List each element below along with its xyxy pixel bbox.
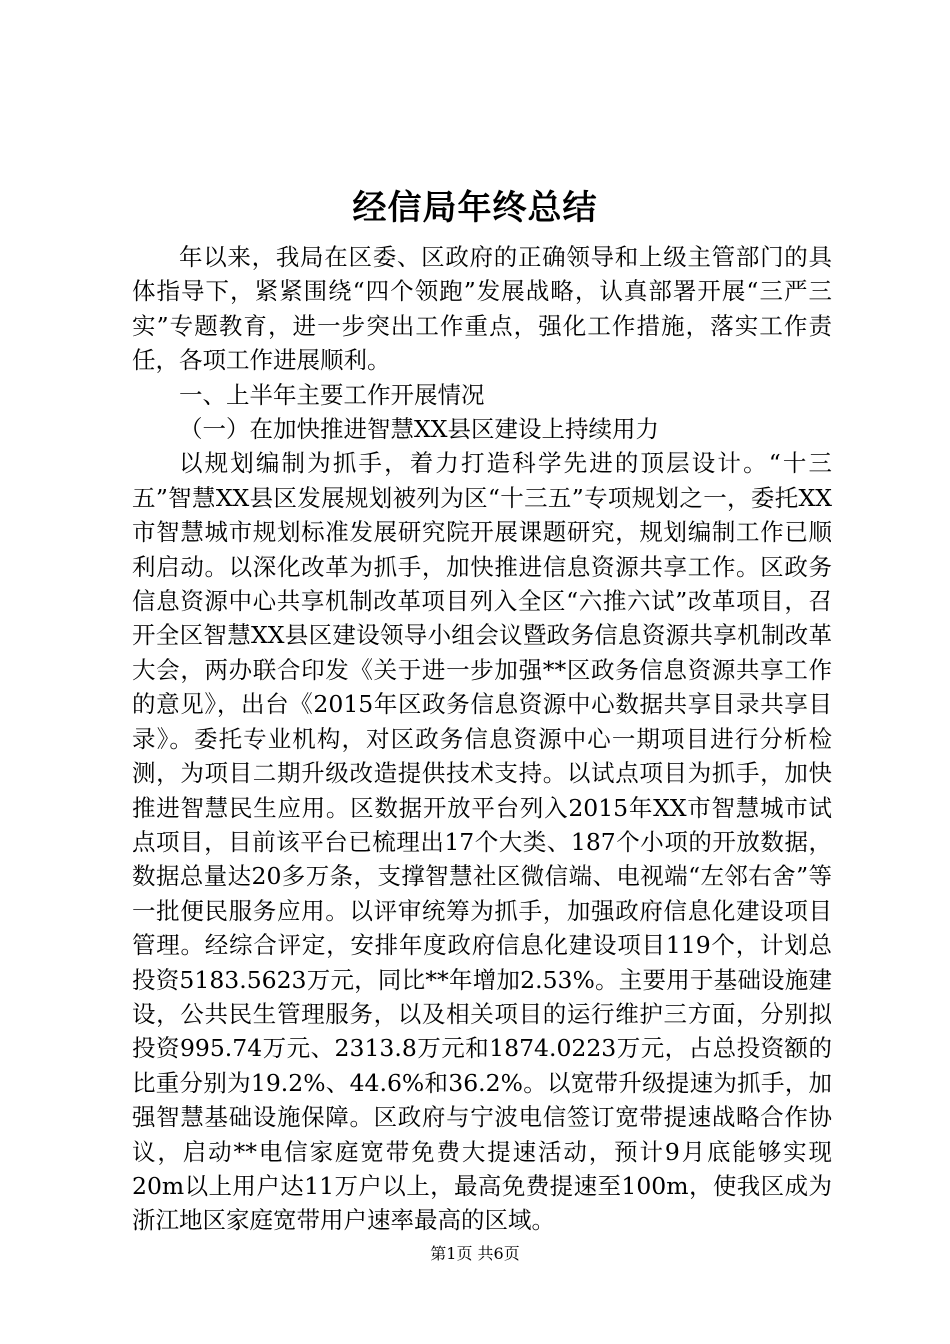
page-title: 经信局年终总结 [352, 188, 598, 228]
body-paragraph: 以规划编制为抓手，着力打造科学先进的顶层设计。“十三五”智慧XX县区发展规划被列为区“十三五”专项规划之一，委托XX市智慧城市规划标准发展研究院开展课题研究，规划编制工作已顺利启动。以深化改革为抓手，加快推进信息资源共享工作。区政务信息资源中心共享机制改革项目列入全区“六推六试”改革项目，召开全区智慧XX县区建设领导小组会议暨政务信息资源共享机制改革大会，两办联合印发《关于进一步加强**区政务信息资源共享工作的意见》，出台《2015年区政务信息资源中心数据共享目录共享目录》。委托专业机构，对区政务信息资源中心一期项目进行分析检测，为项目二期升级改造提供技术支持。以试点项目为抓手，加快推进智慧民生应用。区数据开放平台列入2015年XX市智慧城市试点项目，目前该平台已梳理出17个大类、187个小项的开放数据，数据总量达20多万条，支撑智慧社区微信端、电视端“左邻右舍”等一批便民服务应用。以评审统筹为抓手，加强政府信息化建设项目管理。经综合评定，安排年度政府信息化建设项目119个，计划总投资5183.5623万元，同比**年增加2.53%。主要用于基础设施建设，公共民生管理服务，以及相关项目的运行维护三方面，分别拟投资995.74万元、2313.8万元和1874.0223万元，占总投资额的比重分别为19.2%、44.6%和36.2%。以宽带升级提速为抓手，加强智慧基础设施保障。区政府与宁波电信签订宽带提速战略合作协议，启动**电信家庭宽带免费大提速活动，预计9月底能够实现20m以上用户达11万户以上，最高免费提速至100m，使我区成为浙江地区家庭宽带用户速率最高的区域。 [132, 449, 832, 1235]
section-heading: 一、上半年主要工作开展情况 [179, 380, 485, 409]
page-number: 第1页 共6页 [430, 1244, 520, 1263]
intro-paragraph: 年以来，我局在区委、区政府的正确领导和上级主管部门的具体指导下，紧紧围绕“四个领跑”发展战略，认真部署开展“三严三实”专题教育，进一步突出工作重点，强化工作措施，落实工作责任，各项工作进展顺利。 [132, 243, 832, 375]
subsection-heading: （一）在加快推进智慧XX县区建设上持续用力 [179, 415, 659, 444]
document-body [132, 240, 832, 1238]
